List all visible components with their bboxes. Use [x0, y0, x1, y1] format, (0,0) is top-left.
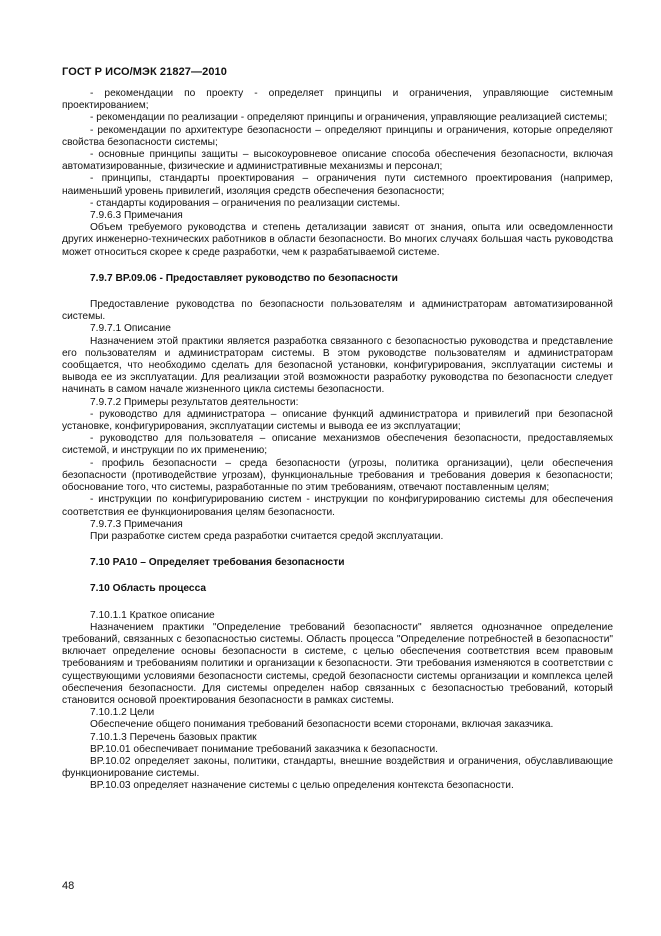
paragraph: Назначением этой практики является разработка связанного с безопасностью руководства и представление его пользователям и администраторам системы. В этом руководстве пользователям и администраторам сообщается, что необходимо сделать для безопасной установки, конфигурирования, эксплуатации системы и вывода ее из эксплуатации. Для реализации этой возможности разработку руководства по безопасности следует начинать в самом начале жизненного цикла системы безопасности. [62, 335, 613, 396]
paragraph: - рекомендации по архитектуре безопасности – определяют принципы и ограничения, которые определяют свойства безопасности системы; [62, 124, 613, 148]
paragraph: - рекомендации по проекту - определяет принципы и ограничения, управляющие системным проектированием; [62, 88, 613, 112]
paragraph: - стандарты кодирования – ограничения по реализации системы. [90, 197, 401, 209]
paragraph: Обеспечение общего понимания требований безопасности всеми сторонами, включая заказчика. [90, 719, 554, 731]
subsection-label: 7.9.7.3 Примечания [90, 518, 183, 530]
paragraph: BP.10.02 определяет законы, политики, стандарты, внешние воздействия и ограничения, обуславливающие функционирование системы. [62, 755, 613, 780]
document-body [62, 88, 613, 793]
subsection-label: 7.10.1.3 Перечень базовых практик [90, 731, 257, 743]
subsection-label: 7.9.6.3 Примечания [90, 210, 183, 222]
subsection-label: 7.9.7.2 Примеры результатов деятельности: [90, 396, 299, 408]
paragraph: - руководство для пользователя – описание механизмов обеспечения безопасности, предоставляемых системой, и инструкции по их применению; [62, 433, 613, 457]
section-heading: 7.10 Область процесса [90, 583, 207, 595]
section-heading: 7.9.7 BP.09.06 - Предоставляет руководство по безопасности [90, 272, 398, 284]
paragraph: - принципы, стандарты проектирования – ограничения пути системного проектирования (например, наименьший уровень привилегий, изоляция средств обеспечения безопасности; [62, 173, 613, 197]
paragraph: Объем требуемого руководства и степень детализации зависят от знания, опыта или осведомленности других инженерно-технических работников в области безопасности. Во многих случаях большая часть руководства может относиться скорее к среде разработки, чем к разрабатываемой системе. [62, 222, 613, 258]
paragraph: BP.10.01 обеспечивает понимание требований заказчика к безопасности. [90, 743, 438, 755]
paragraph: - рекомендации по реализации - определяют принципы и ограничения, управляющие реализацией системы; [90, 112, 608, 124]
subsection-label: 7.10.1.1 Краткое описание [90, 609, 215, 621]
section-heading: 7.10 PA10 – Определяет требования безопасности [90, 557, 345, 569]
page-number: 48 [62, 880, 75, 892]
paragraph: При разработке систем среда разработки считается средой эксплуатации. [90, 530, 444, 542]
paragraph: BP.10.03 определяет назначение системы с целью определения контекста безопасности. [90, 780, 514, 792]
paragraph: - профиль безопасности – среда безопасности (угрозы, политика организации), цели обеспечения безопасности (противодействие угрозам), функциональные требования и требования доверия к безопасности; обоснование того, что системы, разработанные по этим требованиям, отвечают поставленным целям; [62, 457, 613, 494]
paragraph: Предоставление руководства по безопасности пользователям и администраторам автоматизированной системы. [62, 299, 613, 323]
subsection-label: 7.9.7.1 Описание [90, 323, 171, 335]
document-header: ГОСТ Р ИСО/МЭК 21827—2010 [62, 66, 227, 78]
paragraph: Назначением практики "Определение требований безопасности" является однозначное определение требований, связанных с безопасностью системы. Область процесса "Определение потребностей в безопасности" включает определение основы безопасности в системе, с целью обеспечения соответствия всем правовым требованиям и требованиям политики и организации к безопасности. Эти требования изменяются в соответствии с существующими условиями безопасности системы, средой безопасности системы организации и комплекса целей обеспечения безопасности. Для системы определен набор связанных с безопасностью требований, который становится основой проектирования безопасности в рамках системы. [62, 621, 613, 706]
subsection-label: 7.10.1.2 Цели [90, 707, 155, 719]
paragraph: - инструкции по конфигурированию систем - инструкции по конфигурированию системы для обеспечения соответствия ее функционирования целям безопасности. [62, 494, 613, 518]
paragraph: - основные принципы защиты – высокоуровневое описание способа обеспечения безопасности, включая автоматизированные, физические и административные механизмы и персонал; [62, 149, 613, 173]
paragraph: - руководство для администратора – описание функций администратора и привилегий при безопасной установке, конфигурирования, эксплуатации системы и вывода ее из эксплуатации; [62, 408, 613, 433]
